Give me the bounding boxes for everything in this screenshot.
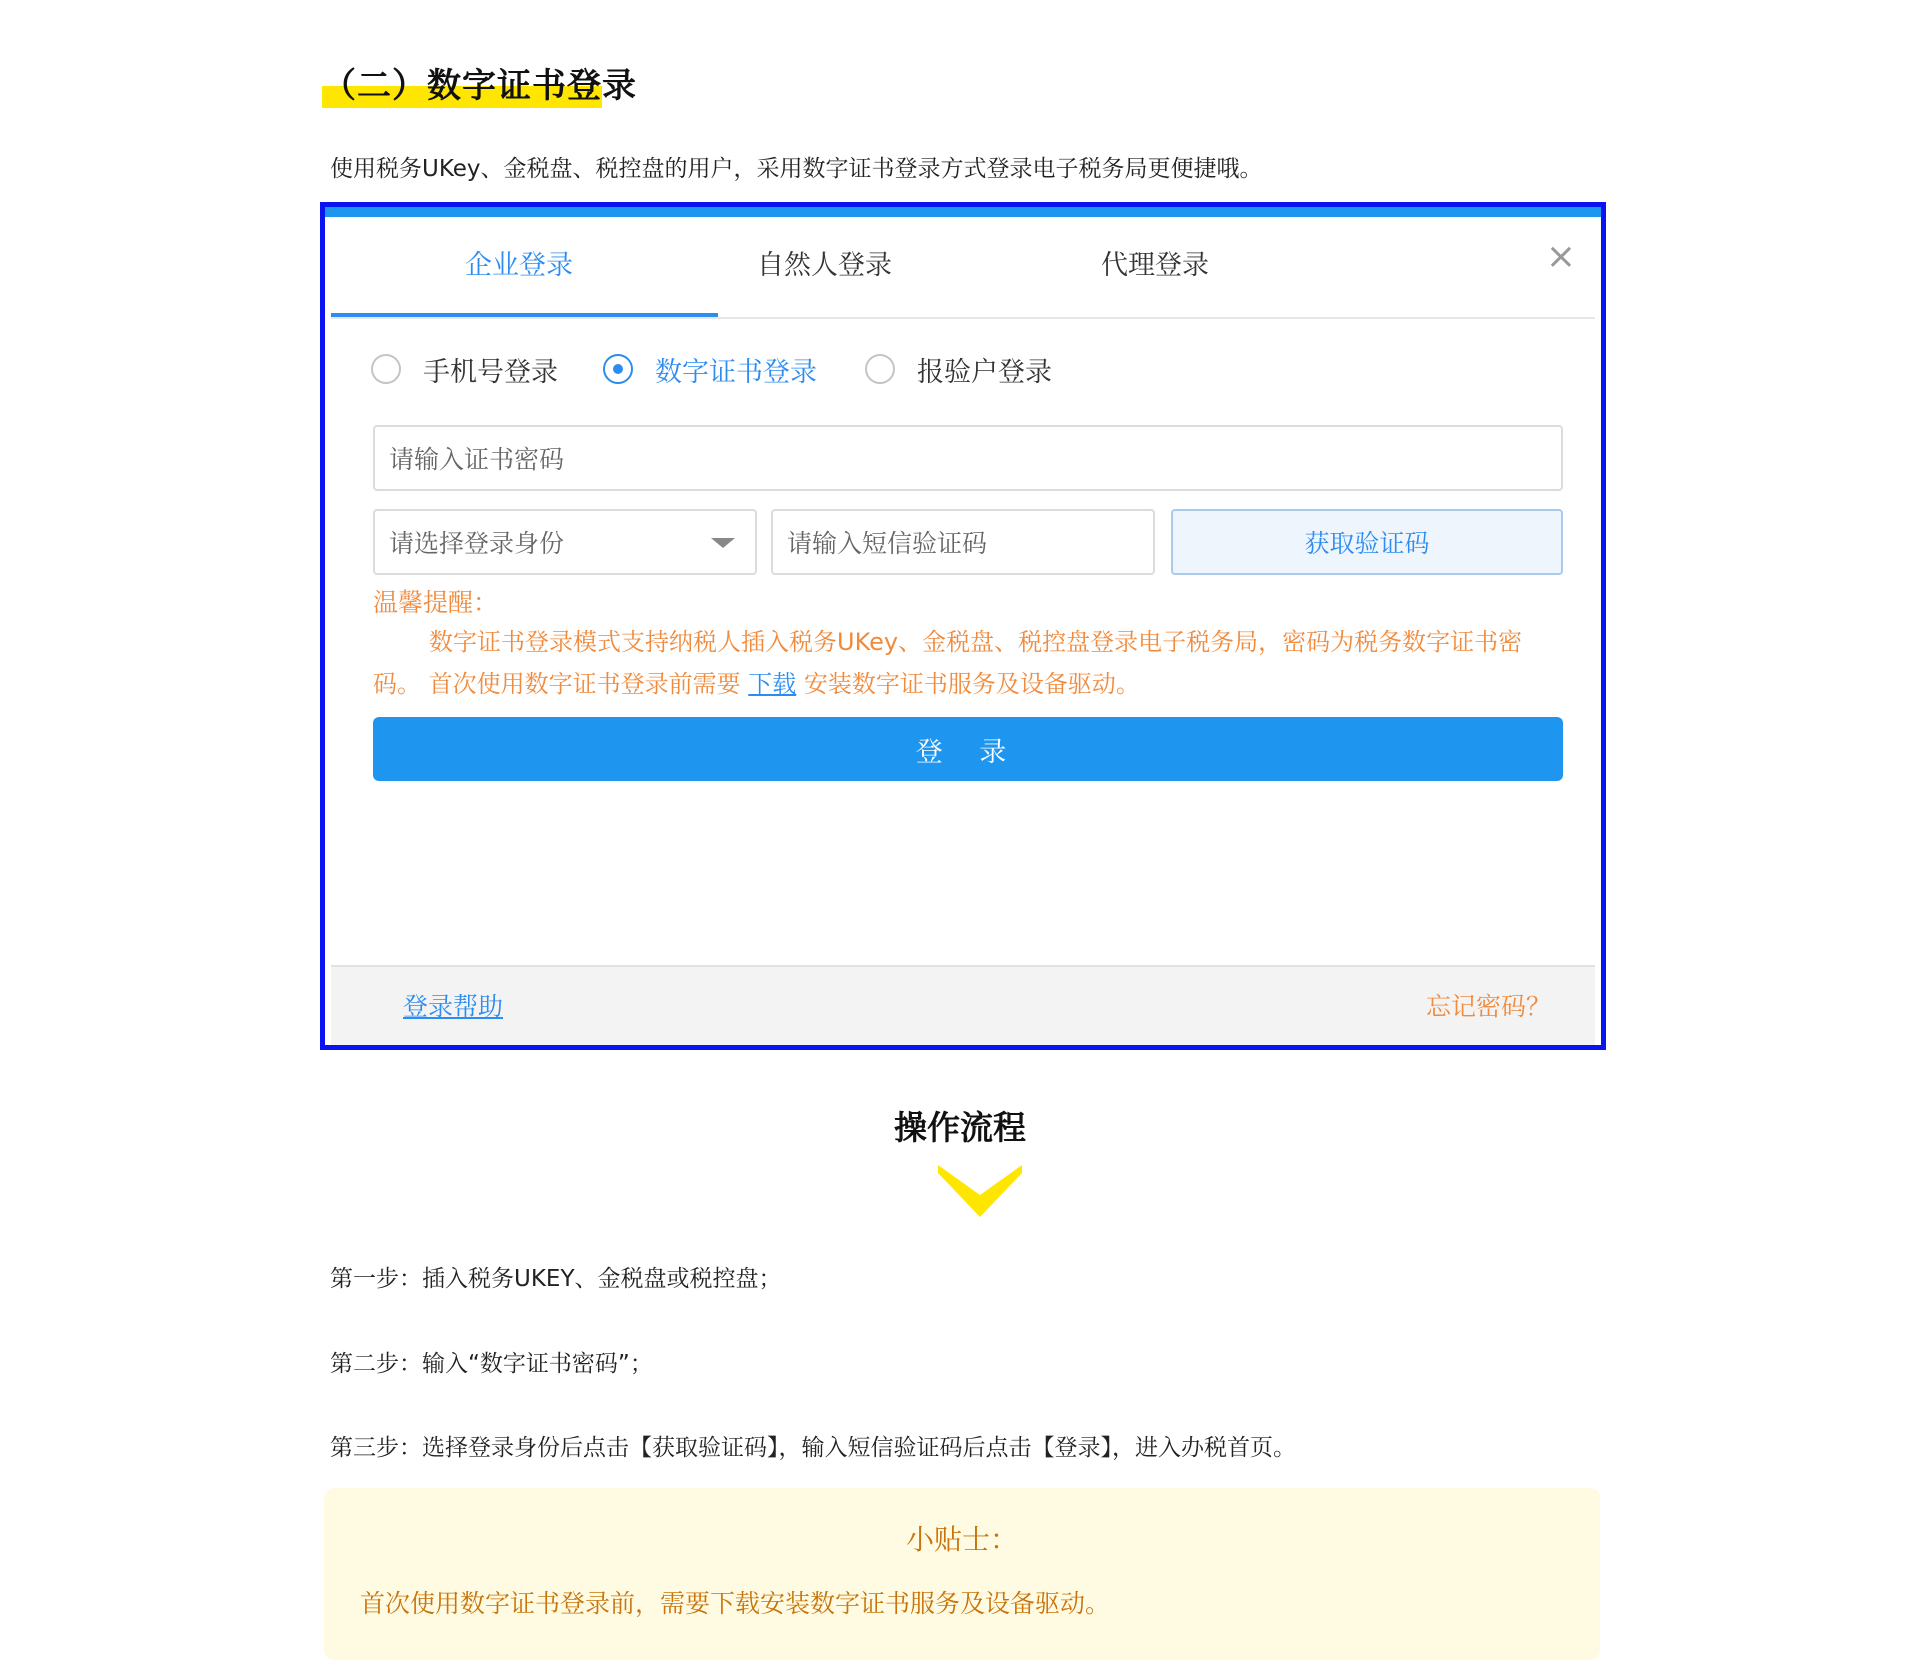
login-tabs: [331, 217, 1595, 319]
radio-phone-login[interactable]: [371, 349, 558, 389]
tip-box-title: 小贴士：: [905, 1523, 1018, 1556]
radio-circle-icon: [371, 354, 401, 384]
step-3: 第三步：选择登录身份后点击【获取验证码】，输入短信验证码后点击【登录】，进入办税首页。: [330, 1435, 1296, 1461]
reminder-text-part1: 数字证书登录模式支持纳税人插入税务UKey、金税盘、税控盘登录电子税务局，密码为税务数字证书密码。 首次使用数字证书登录前需要: [373, 628, 1523, 698]
step-2: 第二步：输入“数字证书密码”；: [330, 1351, 653, 1377]
page-title: （二）数字证书登录: [322, 66, 637, 106]
login-button[interactable]: 登 录: [373, 717, 1563, 781]
frame-top-bar: [325, 207, 1601, 217]
radio-circle-icon: [865, 354, 895, 384]
certificate-password-input[interactable]: [373, 425, 1563, 491]
reminder-text: [373, 621, 1565, 705]
login-dialog: [331, 217, 1595, 1045]
login-role-select[interactable]: [373, 509, 757, 575]
role-placeholder: 请选择登录身份: [389, 529, 565, 558]
download-link[interactable]: 下载: [748, 670, 797, 698]
radio-checked-icon: [603, 354, 633, 384]
dropdown-arrow-icon: [711, 538, 735, 548]
tab-natural-person-login[interactable]: 自然人登录: [757, 250, 892, 281]
sms-placeholder: 请输入短信验证码: [787, 529, 988, 558]
forgot-password-link[interactable]: 忘记密码？: [1425, 992, 1551, 1021]
step-1: 第一步：插入税务UKEY、金税盘或税控盘；: [330, 1266, 782, 1292]
tip-box: [324, 1488, 1600, 1660]
down-arrow-icon: [938, 1165, 1022, 1217]
radio-label: 手机号登录: [423, 356, 558, 388]
sms-code-input[interactable]: [771, 509, 1155, 575]
section-heading: [322, 58, 637, 107]
dialog-footer: [331, 965, 1595, 1045]
intro-text: 使用税务UKey、金税盘、税控盘的用户，采用数字证书登录方式登录电子税务局更便捷哦。: [330, 156, 1263, 182]
flow-title: 操作流程: [894, 1108, 1026, 1147]
password-placeholder: 请输入证书密码: [389, 445, 565, 474]
radio-inspection-login[interactable]: [865, 349, 1052, 389]
tab-agent-login[interactable]: 代理登录: [1101, 250, 1209, 281]
radio-certificate-login[interactable]: [603, 349, 817, 389]
radio-label: 数字证书登录: [655, 356, 817, 388]
login-help-link[interactable]: 登录帮助: [403, 992, 504, 1021]
login-screenshot-frame: [320, 202, 1606, 1050]
close-icon[interactable]: ×: [1545, 236, 1577, 277]
tab-enterprise-login[interactable]: 企业登录: [465, 250, 573, 281]
reminder-text-part2: 安装数字证书服务及设备驱动。: [796, 670, 1140, 698]
tip-box-text: 首次使用数字证书登录前，需要下载安装数字证书服务及设备驱动。: [360, 1589, 1111, 1618]
get-code-button[interactable]: 获取验证码: [1171, 509, 1563, 575]
reminder-title: 温馨提醒：: [373, 588, 499, 617]
radio-label: 报验户登录: [917, 356, 1052, 388]
active-tab-indicator: [331, 313, 718, 317]
